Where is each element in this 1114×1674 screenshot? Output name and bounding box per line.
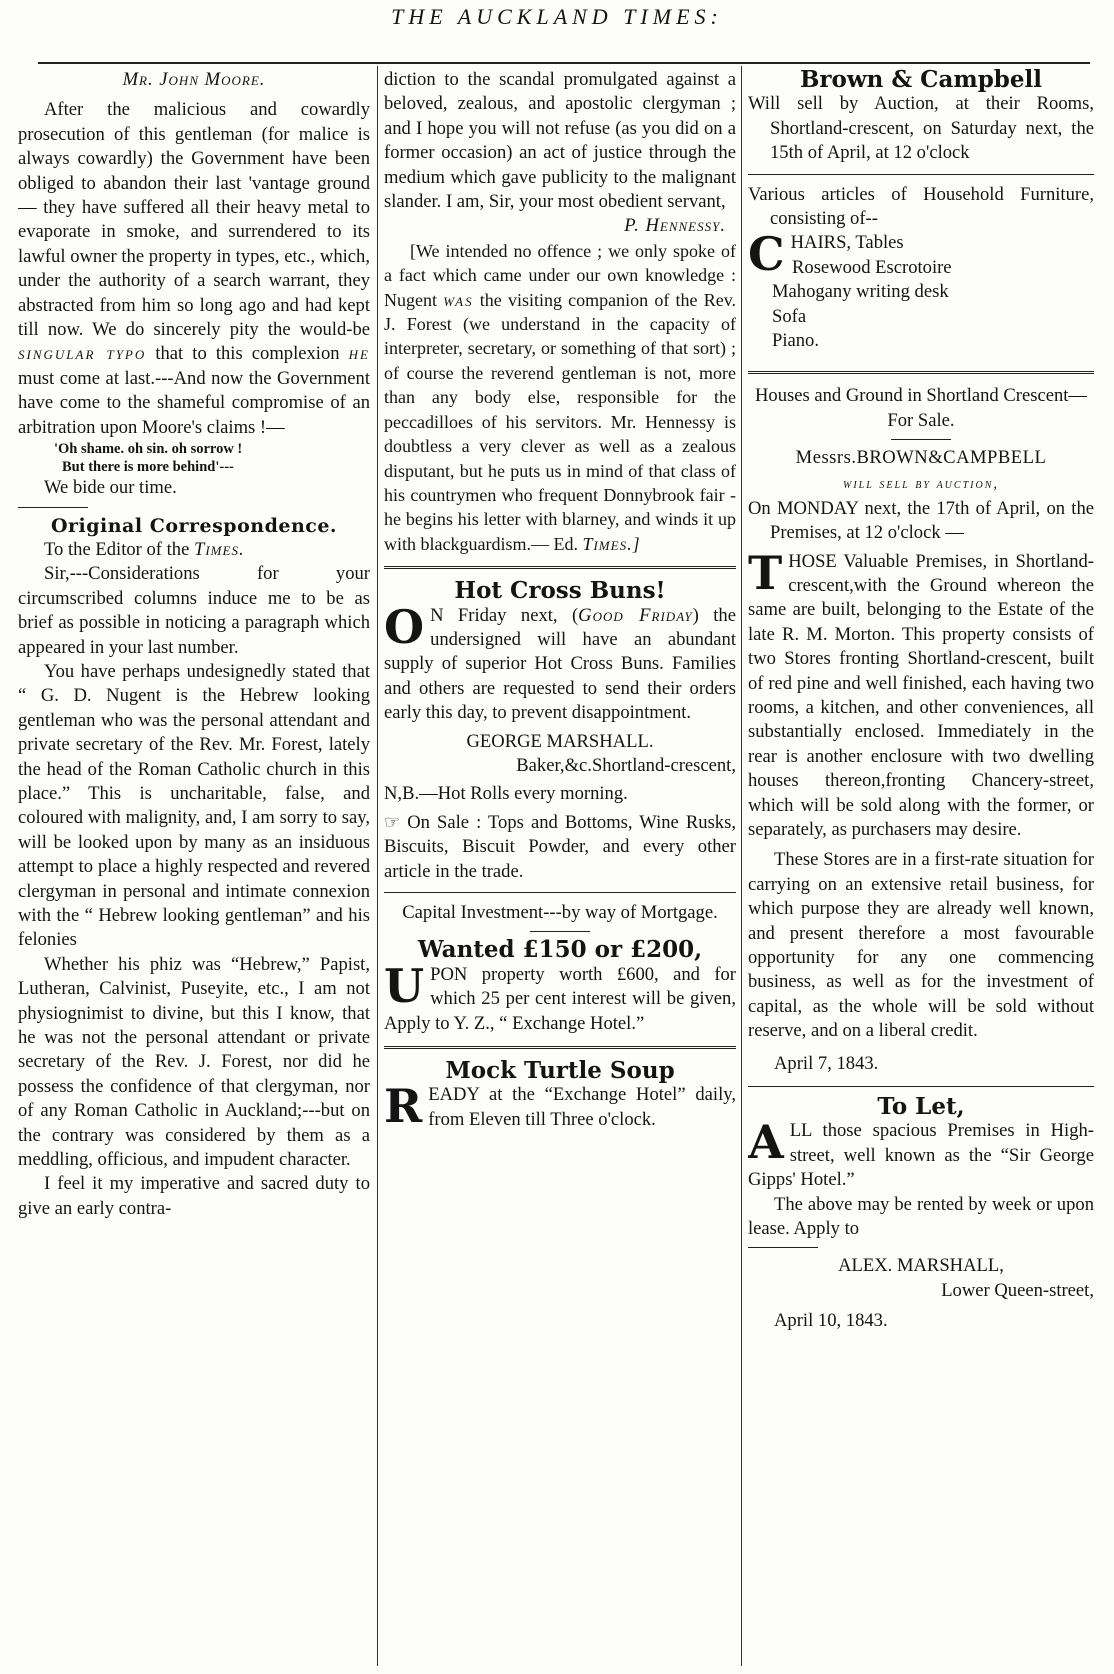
editor-reply: [We intended no offence ; we only spoke of a fact which came under our own knowledge : Nugent was the visiting companion of the Rev. J. Forest (we understand in the capacity of interpreter, secretary, or something of that sort) ; of course the reverend gentleman is not, more than any body else, responsible for the peccadilloes of his servitors. Mr. Hennessy is doubtless a very clever as well as a zealous disputant, but he puts us in mind of that class of his countrymen who frequent Donnybrook fair -he begins his letter with blarney, and winds it up with blackguardism.— Ed. Times.] xyxy=(384,240,736,554)
ad-text-soup: READY at the “Exchange Hotel” daily, from Eleven till Three o'clock. xyxy=(384,1079,736,1134)
letter-paragraph: I feel it my imperative and sacred duty to give an early contra- xyxy=(18,1173,370,1219)
column-1 xyxy=(18,68,370,1668)
capital-heading: Capital Investment---by way of Mortgage. xyxy=(402,902,718,923)
ad-heading-soup: Mock Turtle Soup xyxy=(445,1057,675,1085)
bide-line: We bide our time. xyxy=(44,477,177,499)
letter-paragraph: diction to the scandal promulgated against a beloved, zealous, and apostolic clergyman ; and I hope you will not refuse (as you did on a former occasion) an act of justice through the medium which gave publicity to the malignant slander. I am, Sir, your most obedient servant, xyxy=(384,69,736,213)
masthead: THE AUCKLAND TIMES: xyxy=(391,4,723,29)
article-title: Mr. John Moore. xyxy=(122,69,266,90)
auction-notice: Will sell by Auction, at their Rooms, Shortland-crescent, on Saturday next, the 15th of April, at 12 o'clock xyxy=(748,93,1094,164)
quote-line-2: But there is more behind'--- xyxy=(62,459,234,476)
date-line: April 7, 1843. xyxy=(774,1052,879,1074)
short-rule xyxy=(530,931,590,932)
date-line: April 10, 1843. xyxy=(774,1310,888,1332)
separator-rule xyxy=(384,1046,736,1049)
monday-line: On MONDAY next, the 17th of April, on the Premises, at 12 o'clock — xyxy=(748,497,1094,544)
furniture-list xyxy=(748,256,1094,354)
premises-description: THOSE Valuable Premises, in Shortland-crescent,with the Ground whereon the same are built, belonging to the Estate of the late R. M. Morton. This property consists of two Stores fronting Shortland-crescent, built of red pine and well finished, each having two rooms, a kitchen, and other conveniences, all substantially enclosed. Immediately in the rear is another enclosure with two dwelling houses thereon,fronting Chancery-street, which will be sold along with the former, or separately, as purchasers may desire. xyxy=(748,545,1094,840)
stores-paragraph: These Stores are in a first-rate situation for carrying on an extensive retail business, for which purpose they are already well known, and present therefore a most favourable opportunity for any one commencing business, as well as for the investment of capital, as the whole will be sold without reserve, and on a liberal credit. xyxy=(748,849,1094,1042)
rented-line: The above may be rented by week or upon lease. Apply to xyxy=(748,1193,1094,1240)
will-sell-line: will sell by auction, xyxy=(843,475,999,492)
ad-heading-brown-campbell: Brown & Campbell xyxy=(799,68,1043,93)
separator-rule xyxy=(748,1086,1094,1087)
column-rule-2 xyxy=(741,66,742,1666)
alex-marshall: ALEX. MARSHALL, xyxy=(838,1255,1004,1277)
column-2 xyxy=(384,68,736,1668)
advertiser-address: Baker,&c.Shortland-crescent, xyxy=(516,754,736,776)
separator-rule xyxy=(748,174,1094,175)
messrs-line: Messrs.BROWN&CAMPBELL xyxy=(795,447,1047,469)
advertiser-name: GEORGE MARSHALL. xyxy=(466,730,654,752)
furniture-first-item: CHAIRS, Tables xyxy=(748,227,904,282)
houses-heading: Houses and Ground in Shortland Crescent—For Sale. xyxy=(754,385,1088,431)
section-heading: Original Correspondence. xyxy=(50,514,338,537)
on-sale-text: ☞ On Sale : Tops and Bottoms, Wine Rusks, Biscuits, Biscuit Powder, and every other article in the trade. xyxy=(384,811,736,882)
ad-heading-to-let: To Let, xyxy=(877,1093,965,1121)
separator-rule xyxy=(384,566,736,569)
separator-rule xyxy=(384,892,736,893)
top-rule xyxy=(38,62,1090,64)
column-rule-1 xyxy=(377,66,378,1666)
short-rule xyxy=(18,507,88,508)
furniture-item: Mahogany writing desk xyxy=(772,281,949,303)
quote-line-1: 'Oh shame. oh sin. oh sorrow ! xyxy=(54,441,243,458)
editor-line: To the Editor of the Times. xyxy=(44,538,245,560)
short-rule xyxy=(891,439,951,440)
ad-text-wanted: UPON property worth £600, and for which 25 per cent interest will be given, Apply to Y. Z., “ Exchange Hotel.” xyxy=(384,958,736,1034)
letter-paragraph: Whether his phiz was “Hebrew,” Papist, Lutheran, Calvinist, Puseyite, etc., I am not physiognimist to divine, but this I know, that he was not the personal attendant or private secretary of the Rev. J. Forest, nor did he possess the confidence of that clergyman, nor of any Roman Catholic in Auckland;---but on the contrary was considered by them as a meddling, officious, and impudent character. xyxy=(18,953,370,1171)
to-let-text: ALL those spacious Premises in High-street, well known as the “Sir George Gipps' Hotel.” xyxy=(748,1115,1094,1191)
furniture-item: Piano. xyxy=(772,330,820,352)
separator-rule xyxy=(748,371,1094,374)
signature: P. Hennessy. xyxy=(624,215,726,237)
short-rule xyxy=(748,1247,818,1248)
nb-line: N,B.—Hot Rolls every morning. xyxy=(384,783,628,805)
ad-text-buns: O N Friday next, (Good Friday) the undersigned will have an abundant supply of superior Hot Cross Buns. Families and others are requested to send their orders early this day, to prevent disappointment. xyxy=(384,599,736,724)
furniture-item: Rosewood Escrotoire xyxy=(792,256,952,278)
furniture-item: Sofa xyxy=(772,305,807,327)
pointing-hand-icon: ☞ xyxy=(384,811,401,833)
furniture-intro: Various articles of Household Furniture, consisting of-- xyxy=(748,183,1094,230)
ad-heading-wanted: Wanted £150 or £200, xyxy=(417,936,703,964)
ad-heading-buns: Hot Cross Buns! xyxy=(454,577,666,605)
article-paragraph: After the malicious and cowardly prosecution of this gentleman (for malice is always cowardly) the Government have been obliged to abandon their last 'vantage ground — they have suffered all their heavy metal to evaporate in smoke, and surrendered to its lawful owner the property in types, etc., which, under the authority of a search warrant, they abstracted from him so long ago and had kept till now. We do sincerely pity the would-be singular typo that to this complexion he must come at last.---And now the Government have come to the shameful compromise of an arbitration upon Moore's claims !— xyxy=(18,99,370,438)
column-3 xyxy=(748,68,1094,1668)
letter-paragraph: Sir,---Considerations for your circumscribed columns induce me to be as brief as possible in noticing a paragraph which appeared in your last number. xyxy=(18,563,370,658)
alex-address: Lower Queen-street, xyxy=(941,1279,1094,1301)
letter-paragraph: You have perhaps undesignedly stated that “ G. D. Nugent is the Hebrew looking gentleman who was the personal attendant and private secretary of the Rev. Mr. Forest, lately the head of the Roman Catholic church in this place.” This is uncharitable, false, and coloured with malignity, and, I am sorry to say, will be looked upon by many as an insiduous attempt to place a highly respected and revered clergyman in personal and intimate connexion with the “ Hebrew looking gentleman” and his felonies xyxy=(18,660,370,951)
